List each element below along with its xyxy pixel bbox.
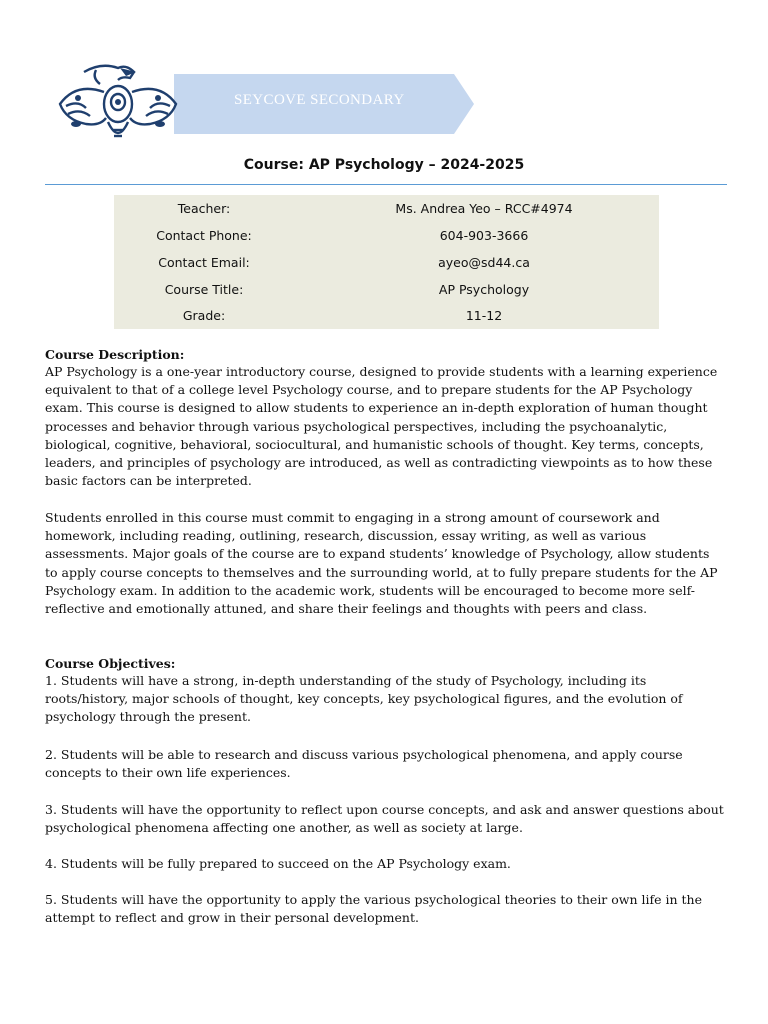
- info-row-course-title: [114, 282, 659, 308]
- description-paragraph-2: Students enrolled in this course must commit to engaging in a strong amount of coursework and homework, including reading, outlining, research, discussion, essay writing, as well as various assessments. Major goals of the course are to expand students’ knowledge of Psychology, allow students to apply course concepts to themselves and the surrounding world, at to fully prepare students for the AP Psychology exam. In addition to the academic work, students will be encouraged to become more self-reflective and emotionally attuned, and share their feelings and thoughts with peers and class.: [45, 510, 718, 617]
- info-label: Contact Email:: [158, 255, 250, 270]
- info-value: Ms. Andrea Yeo – RCC#4974: [395, 201, 573, 216]
- info-label: Teacher:: [177, 201, 231, 216]
- objective-item-5: 5. Students will have the opportunity to apply the various psychological theories to their own life in the attempt to reflect and grow in their personal development.: [45, 892, 702, 926]
- objective-item-2: 2. Students will be able to research and discuss various psychological phenomena, and apply course concepts to their own life experiences.: [45, 747, 683, 781]
- description-paragraph-1: AP Psychology is a one-year introductory course, designed to provide students with a learning experience equivalent to that of a college level Psychology course, and to prepare students for the AP Psychology exam. This course is designed to allow students to experience an in-depth exploration of human thought processes and behavior through various psychological perspectives, including the psychoanalytic, biological, cognitive, behavioral, sociocultural, and humanistic schools of thought. Key terms, concepts, leaders, and principles of psychology are introduced, as well as contradicting viewpoints as to how these basic factors can be interpreted.: [45, 364, 718, 489]
- school-name: SEYCOVE SECONDARY: [234, 92, 405, 108]
- info-label: Grade:: [182, 308, 226, 323]
- school-logo: [56, 62, 476, 146]
- objectives-heading: Course Objectives:: [45, 656, 176, 671]
- objective-item-3: 3. Students will have the opportunity to reflect upon course concepts, and ask and answer questions about psychological phenomena affecting one another, as well as society at large.: [45, 802, 724, 836]
- heading-rule: [45, 184, 727, 185]
- info-value: 11-12: [465, 308, 503, 323]
- course-info-table: [114, 195, 659, 329]
- info-value: AP Psychology: [438, 282, 530, 297]
- info-value: ayeo@sd44.ca: [438, 255, 530, 270]
- info-row-email: [114, 255, 659, 281]
- description-heading: Course Description:: [45, 347, 185, 362]
- info-row-teacher: [114, 201, 659, 227]
- course-heading: Course: AP Psychology – 2024-2025: [243, 157, 525, 173]
- info-value: 604-903-3666: [439, 228, 529, 243]
- info-row-phone: [114, 228, 659, 254]
- info-label: Course Title:: [164, 282, 244, 297]
- thunderbird-logo-icon: [56, 62, 181, 146]
- objective-item-1: 1. Students will have a strong, in-depth understanding of the study of Psychology, including its roots/history, major schools of thought, key concepts, key psychological figures, and the evolution of psychology through the present.: [45, 673, 683, 725]
- objective-item-4: 4. Students will be fully prepared to succeed on the AP Psychology exam.: [45, 856, 511, 871]
- info-label: Contact Phone:: [156, 228, 252, 243]
- info-row-grade: [114, 308, 659, 334]
